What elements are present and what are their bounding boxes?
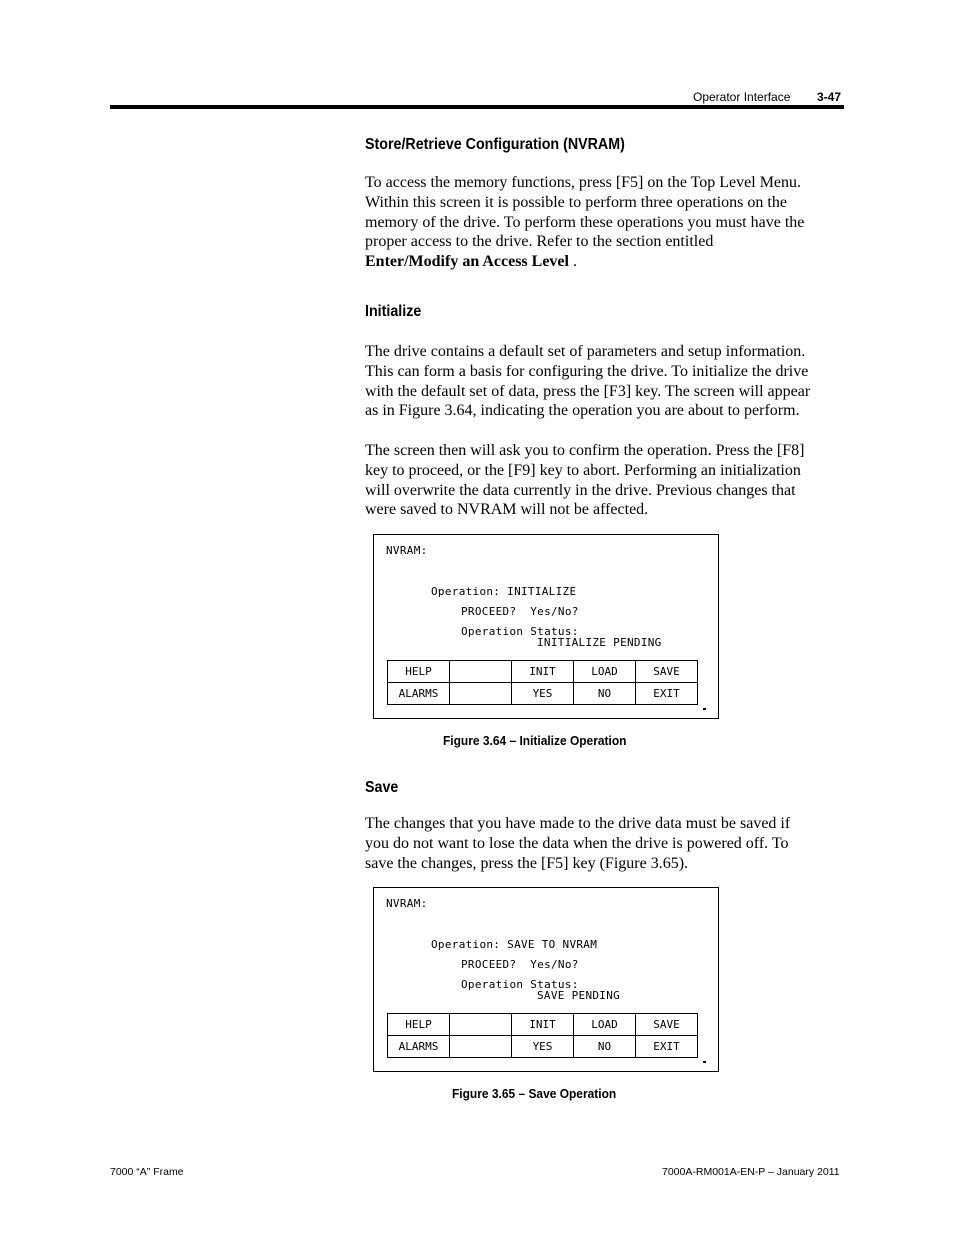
save-heading: Save xyxy=(365,779,399,796)
save-screen-figure xyxy=(373,887,719,1072)
footer-right: 7000A-RM001A-EN-P – January 2011 xyxy=(662,1166,840,1178)
key-save[interactable]: SAVE xyxy=(636,1014,698,1036)
function-key-grid xyxy=(387,1013,698,1058)
text-fragment: . xyxy=(568,253,577,271)
key-blank[interactable] xyxy=(450,1014,512,1036)
function-key-grid xyxy=(387,660,698,705)
screen-status-label: Operation Status: xyxy=(461,978,579,991)
key-blank[interactable] xyxy=(450,1036,512,1058)
text-line: will overwrite the data currently in the drive. Previous changes that xyxy=(365,481,796,499)
key-exit[interactable]: EXIT xyxy=(636,683,698,705)
key-yes[interactable]: YES xyxy=(512,1036,574,1058)
section-title: Store/Retrieve Configuration (NVRAM) xyxy=(365,136,625,153)
text-line: proper access to the drive. Refer to the section entitled xyxy=(365,233,714,251)
screen-operation: Operation: INITIALIZE xyxy=(431,585,577,598)
cross-reference-link[interactable]: Enter/Modify an Access Level xyxy=(365,253,569,271)
key-no[interactable]: NO xyxy=(574,1036,636,1058)
key-no[interactable]: NO xyxy=(574,683,636,705)
key-help[interactable]: HELP xyxy=(388,1014,450,1036)
initialize-paragraph-2 xyxy=(365,441,845,520)
cursor-mark xyxy=(703,708,706,710)
page-number: 3-47 xyxy=(817,90,842,104)
screen-status-value: INITIALIZE PENDING xyxy=(537,636,662,649)
text-line: you do not want to lose the data when the drive is powered off. To xyxy=(365,834,789,852)
key-blank[interactable] xyxy=(450,661,512,683)
screen-title: NVRAM: xyxy=(386,897,428,910)
initialize-screen-figure xyxy=(373,534,719,719)
screen-status-label: Operation Status: xyxy=(461,625,579,638)
screen-operation: Operation: SAVE TO NVRAM xyxy=(431,938,598,951)
text-line: with the default set of data, press the [F3] key. The screen will appear xyxy=(365,382,811,400)
screen-proceed-prompt: PROCEED? Yes/No? xyxy=(461,605,579,618)
key-blank[interactable] xyxy=(450,683,512,705)
footer-left: 7000 “A” Frame xyxy=(110,1166,184,1178)
key-yes[interactable]: YES xyxy=(512,683,574,705)
key-alarms[interactable]: ALARMS xyxy=(388,1036,450,1058)
text-line: The screen then will ask you to confirm the operation. Press the [F8] xyxy=(365,442,805,459)
key-load[interactable]: LOAD xyxy=(574,661,636,683)
key-load[interactable]: LOAD xyxy=(574,1014,636,1036)
key-alarms[interactable]: ALARMS xyxy=(388,683,450,705)
running-header-section: Operator Interface xyxy=(693,90,791,104)
screen-title: NVRAM: xyxy=(386,544,428,557)
text-line: The changes that you have made to the drive data must be saved if xyxy=(365,815,791,832)
text-line: memory of the drive. To perform these operations you must have the xyxy=(365,213,805,231)
key-init[interactable]: INIT xyxy=(512,661,574,683)
text-line: The drive contains a default set of parameters and setup information. xyxy=(365,343,806,360)
text-line: Within this screen it is possible to perform three operations on the xyxy=(365,193,787,211)
save-paragraph xyxy=(365,814,845,873)
key-help[interactable]: HELP xyxy=(388,661,450,683)
screen-status-value: SAVE PENDING xyxy=(537,989,621,1002)
text-line: were saved to NVRAM will not be affected. xyxy=(365,501,649,519)
key-init[interactable]: INIT xyxy=(512,1014,574,1036)
text-line: This can form a basis for configuring the drive. To initialize the drive xyxy=(365,362,809,380)
text-line: as in Figure 3.64, indicating the operation you are about to perform. xyxy=(365,402,800,420)
screen-proceed-prompt: PROCEED? Yes/No? xyxy=(461,958,579,971)
initialize-paragraph-1 xyxy=(365,342,845,421)
figure-caption: Figure 3.64 – Initialize Operation xyxy=(443,733,627,748)
header-rule xyxy=(110,105,844,109)
initialize-heading: Initialize xyxy=(365,303,422,320)
figure-caption: Figure 3.65 – Save Operation xyxy=(452,1086,617,1101)
cursor-mark xyxy=(703,1061,706,1063)
text-line: key to proceed, or the [F9] key to abort. Performing an initialization xyxy=(365,461,801,479)
text-line: To access the memory functions, press [F5] on the Top Level Menu. xyxy=(365,174,802,191)
intro-paragraph xyxy=(365,173,845,272)
key-exit[interactable]: EXIT xyxy=(636,1036,698,1058)
key-save[interactable]: SAVE xyxy=(636,661,698,683)
text-line: save the changes, press the [F5] key (Figure 3.65). xyxy=(365,854,689,872)
